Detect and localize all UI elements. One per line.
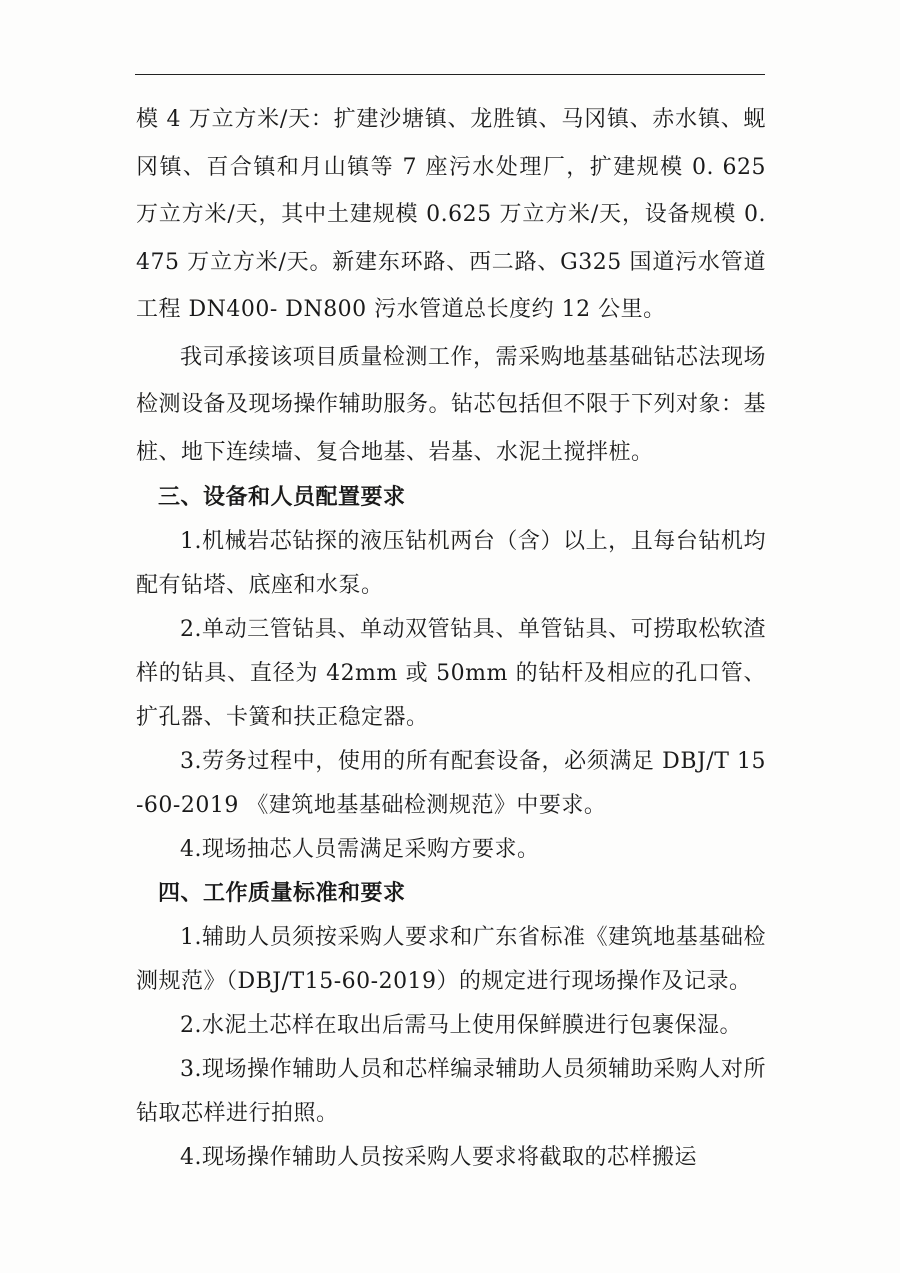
section-3-item-2: 2.单动三管钻具、单动双管钻具、单管钻具、可捞取松软渣样的钻具、直径为 42mm 或 50mm 的钻杆及相应的孔口管、扩孔器、卡簧和扶正稳定器。 [136, 617, 766, 730]
paragraph-procurement: 我司承接该项目质量检测工作，需采购地基基础钻芯法现场检测设备及现场操作辅助服务。钻芯包括但不限于下列对象：基桩、地下连续墙、复合地基、岩基、水泥土搅拌桩。 [136, 344, 767, 465]
header-rule [135, 74, 765, 75]
section-4-item-1: 1.辅助人员须按采购人要求和广东省标准《建筑地基基础检测规范》（DBJ/T15-60-2019）的规定进行现场操作及记录。 [136, 925, 766, 994]
section-3-item-4: 4.现场抽芯人员需满足采购方要求。 [180, 837, 540, 862]
document-body [136, 96, 766, 1180]
section-3-heading: 三、设备和人员配置要求 [158, 485, 406, 510]
section-4-heading: 四、工作质量标准和要求 [158, 881, 406, 906]
section-4-item-3: 3.现场操作辅助人员和芯样编录辅助人员须辅助采购人对所钻取芯样进行拍照。 [136, 1057, 766, 1126]
section-4-item-4: 4.现场操作辅助人员按采购人要求将截取的芯样搬运 [180, 1145, 697, 1170]
paragraph-scope: 模 4 万立方米/天：扩建沙塘镇、龙胜镇、马冈镇、赤水镇、蚬冈镇、百合镇和月山镇等 7 座污水处理厂，扩建规模 0. 625 万立方米/天，其中土建规模 0.625 万立方米/天，设备规模 0. 475 万立方米/天。新建东环路、西二路、G325 国道污水管道工程 DN400- DN800 污水管道总长度约 12 公里。 [136, 107, 766, 322]
section-3-item-3: 3.劳务过程中，使用的所有配套设备，必须满足 DBJ/T 15-60-2019 《建筑地基基础检测规范》中要求。 [136, 749, 766, 818]
section-4-item-2: 2.水泥土芯样在取出后需马上使用保鲜膜进行包裹保湿。 [180, 1013, 742, 1038]
section-3-item-1: 1.机械岩芯钻探的液压钻机两台（含）以上，且每台钻机均配有钻塔、底座和水泵。 [136, 529, 766, 598]
